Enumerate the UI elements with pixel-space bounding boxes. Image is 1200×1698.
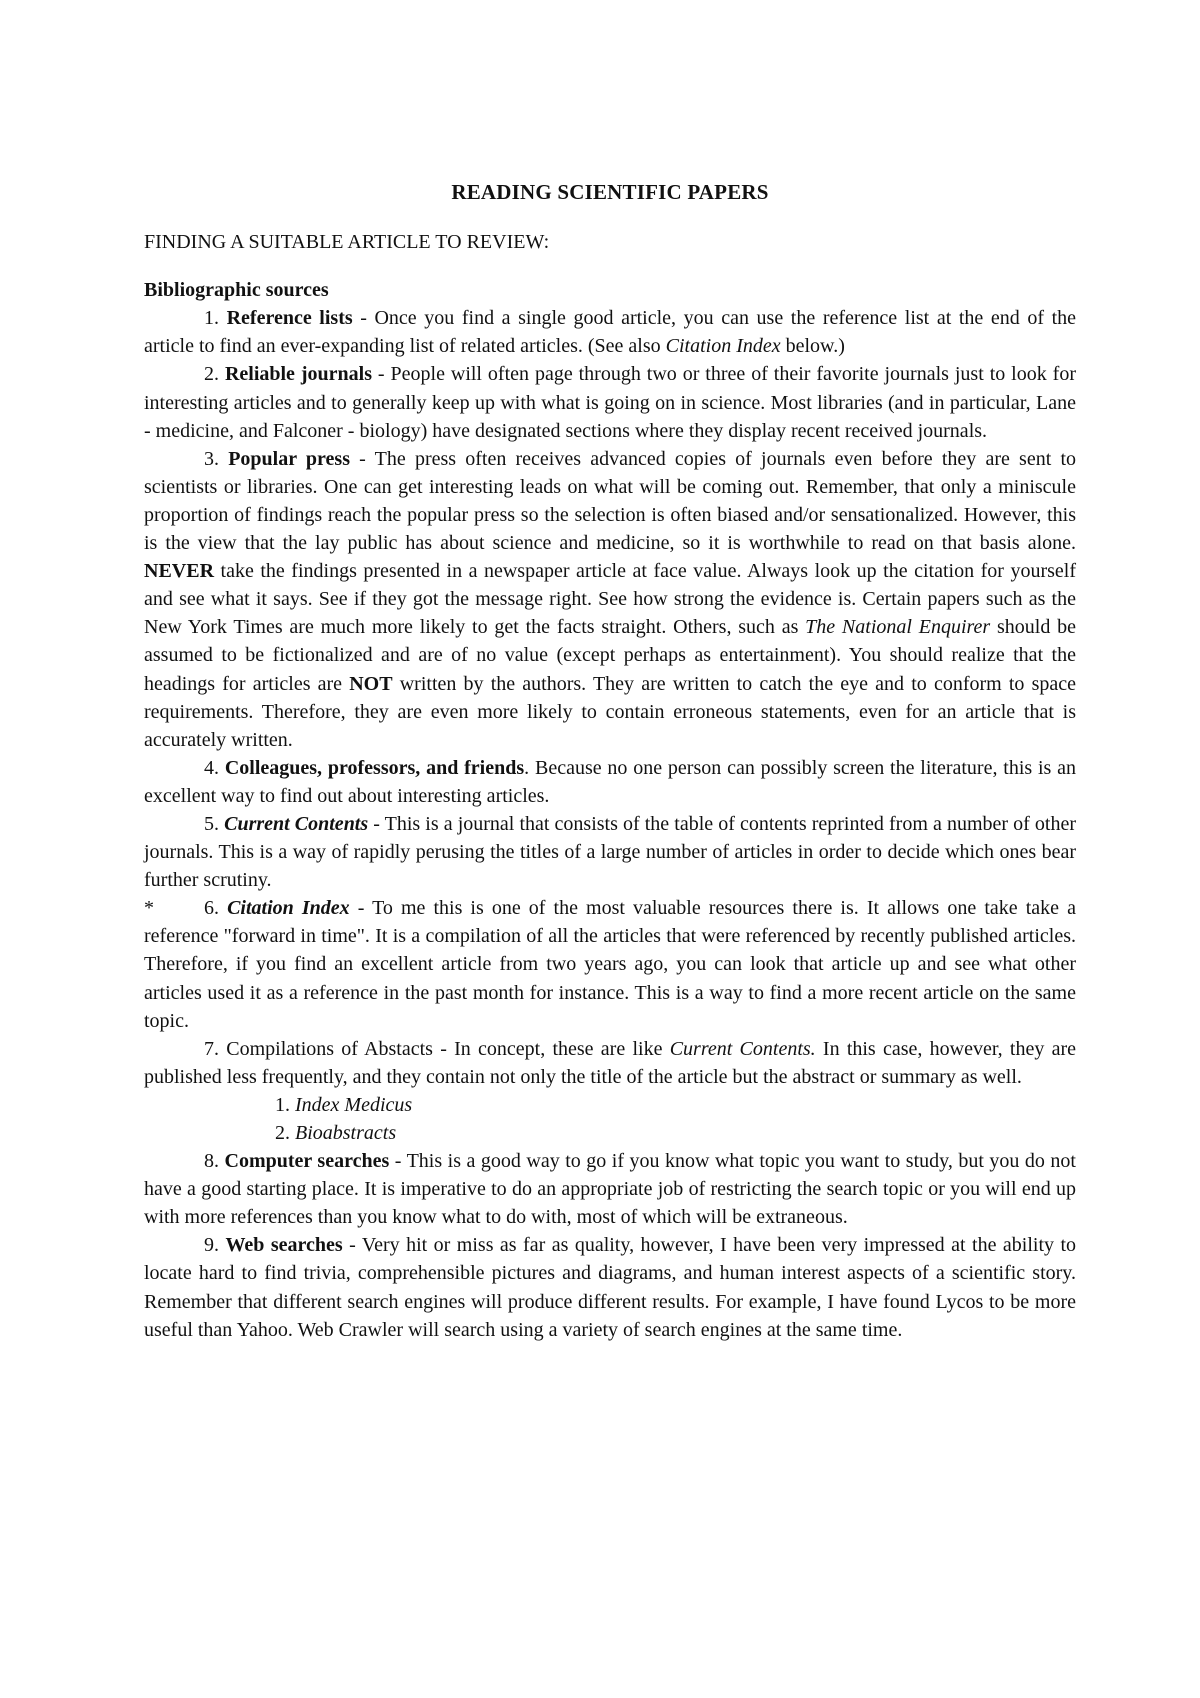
item-number: 9. [204,1234,219,1257]
list-item-compilations-of-abstracts [144,1035,1076,1091]
list-item-reference-lists [144,304,1076,360]
document-page [144,178,1076,1344]
item-text: below.) [780,335,845,358]
list-item-citation-index [144,894,1076,1034]
item-text: written by the authors. They are written to catch the eye and to conform to space requirements. Therefore, they are even more likely to contain erroneous statements, even for an article that is accurately written. [144,672,1076,751]
sub-item-number: 2. [275,1122,290,1144]
page-title: READING SCIENTIFIC PAPERS [451,180,769,204]
list-item-popular-press [144,445,1076,754]
item-number: 1. [204,307,219,330]
item-number: 3. [204,447,219,470]
sub-item-label: Bioabstracts [295,1122,397,1144]
sub-item-number: 1. [275,1093,290,1116]
item-emphasis: NEVER [144,560,215,583]
item-italic-ref: The National Enquirer [805,616,991,639]
item-text: - Very hit or miss as far as quality, however, I have been very impressed at the ability to locate hard to find trivia, comprehensible pictures and diagrams, and human interest aspects of a scientific story. Remember that different search engines will produce different results. For example, I have found Lycos to be more useful than Yahoo. Web Crawler will search using a variety of search engines at the same time. [144,1234,1077,1341]
item-text: take the findings presented in a newspaper article at face value. Always look up the citation for yourself and see what it says. See if they got the message right. See how strong the evidence is. Certain papers such as the New York Times are much more likely to get the facts straight. Others, such as [144,560,1076,639]
list-item-reliable-journals [144,360,1076,444]
sub-item-bioabstracts [275,1119,1076,1147]
item-emphasis: NOT [349,672,393,695]
item-term: Reference lists [226,307,353,330]
item-term: Computer searches [224,1150,390,1173]
item-number: 2. [204,363,219,386]
item-term: Reliable journals [224,363,372,386]
item-term: Compilations of Abstacts [226,1037,433,1060]
item-number: 5. [204,812,219,835]
item-term: Current Contents [224,812,369,835]
item-text: - To me this is one of the most valuable resources there is. It allows one take take a reference "forward in time". It is a compilation of all the articles that were referenced by recently published articles. Therefore, if you find an excellent article from two years ago, you can look that article up and see what other articles used it as a reference in the past month for instance. This is a way to find a more recent article on the same topic. [144,897,1076,1032]
item-text: should be assumed to be fictionalized and are of no value (except perhaps as entertainment). You should realize that the headings for articles are [144,616,1076,695]
item-italic-ref: Current Contents. [669,1037,816,1060]
section-heading: FINDING A SUITABLE ARTICLE TO REVIEW: [144,231,550,254]
item-term: Web searches [225,1234,343,1257]
item-text: - People will often page through two or three of their favorite journals just to look for interesting articles and to generally keep up with what is going on in science. Most libraries (and in particular, Lane - medicine, and Falconer - biology) have designated sections where they display recent received journals. [144,363,1076,442]
item-text: - In concept, these are like [432,1037,670,1060]
item-number: 6. [204,897,219,920]
item-text: - Once you find a single good article, you can use the reference list at the end of the article to find an ever-expanding list of related articles. (See also [144,307,1076,358]
item-text: - This is a journal that consists of the table of contents reprinted from a number of other journals. This is a way of rapidly perusing the titles of a large number of articles in order to decide which ones bear further scrutiny. [144,812,1076,892]
item-text: In this case, however, they are published less frequently, and they contain not only the title of the article but the abstract or summary as well. [144,1037,1077,1088]
item-italic-ref: Citation Index [665,335,781,358]
list-item-colleagues [144,754,1076,810]
list-item-web-searches [144,1231,1076,1343]
star-marker: * [144,897,154,920]
list-item-computer-searches [144,1147,1076,1231]
subheading-bibliographic-sources: Bibliographic sources [144,279,329,302]
item-text: . Because no one person can possibly screen the literature, this is an excellent way to find out about interesting articles. [144,756,1077,807]
item-text: - This is a good way to go if you know what topic you want to study, but you do not have a good starting place. It is imperative to do an appropriate job of restricting the search topic or you will end up with more references than you know what to do with, most of which will be extraneous. [144,1150,1076,1229]
item-number: 8. [204,1150,219,1173]
item-term: Citation Index [227,897,350,920]
item-text: - The press often receives advanced copies of journals even before they are sent to scientists or libraries. One can get interesting leads on what will be coming out. Remember, that only a miniscule proportion of findings reach the popular press so the selection is often biased and/or sensationalized. However, this is the view that the lay public has about science and medicine, so it is worthwhile to read on that basis alone. [144,447,1076,555]
sub-item-index-medicus [275,1091,1076,1119]
sub-item-label: Index Medicus [295,1093,413,1116]
item-number: 7. [204,1037,219,1060]
item-number: 4. [204,756,219,779]
list-item-current-contents [144,810,1076,894]
item-term: Colleagues, professors, and friends [224,756,525,779]
item-term: Popular press [228,447,350,470]
